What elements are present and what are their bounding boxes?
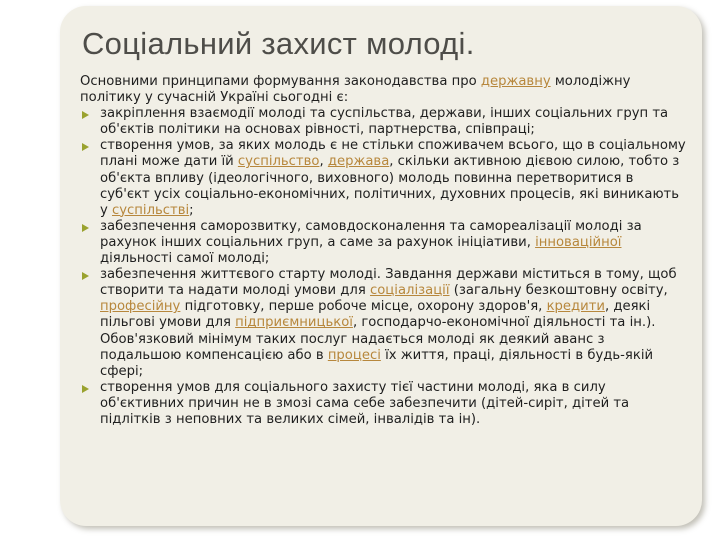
bullet-arrow-icon <box>82 385 88 391</box>
link-держава[interactable]: держава <box>327 154 390 170</box>
text-run: забезпечення саморозвитку, самовдосконалення та самореалізації молоді за рахунок інших соціальних груп, а саме за рахунок ініціативи, <box>100 218 642 250</box>
text-run: їх життя, праці, діяльності в будь-якій сфері; <box>100 347 654 379</box>
text-run: забезпечення життєвого старту молоді. Завдання держави міститься в тому, щоб створити та надати молоді умови для <box>100 267 677 299</box>
slide-panel <box>60 6 702 526</box>
text-run: закріплення взаємодії молоді та суспільства, держави, інших соціальних груп та об'єктів політики на основах рівності, партнерства, співпраці; <box>100 106 669 138</box>
text-run: (загальну безкоштовну освіту, <box>449 283 668 299</box>
text-run: ; <box>189 202 194 218</box>
list-item <box>80 106 686 138</box>
bullet-arrow-icon <box>82 111 88 117</box>
link-процесі[interactable]: процесі <box>327 347 381 363</box>
list-item <box>80 380 686 428</box>
text-run: , <box>319 154 328 170</box>
bullet-arrow-icon <box>82 272 88 278</box>
text-run: створення умов для соціального захисту тієї частини молоді, яка в силу об'єктивних причин не в змозі сама себе забезпечити (дітей-сиріт, дітей та підлітків з неповних та великих сімей, інвалідів та ін). <box>100 379 630 427</box>
link-інноваційної[interactable]: інноваційної <box>535 234 622 250</box>
text-run: , скільки активною дієвою силою, тобто з об'єкта впливу (ідеологічного, виховного) молодь повинна перетворитися в суб'єкт усіх соціально-економічних, політичних, духовних процесів, які виникають у <box>100 154 680 218</box>
text-run: Основними принципами формування законодавства про <box>80 74 481 89</box>
list-item <box>80 267 686 380</box>
bullet-arrow-icon <box>82 143 88 149</box>
slide-content <box>80 74 686 428</box>
intro-paragraph <box>80 74 686 106</box>
bullet-list <box>80 106 686 428</box>
text-run: підготовку, перше робоче місце, охорону здоров'я, <box>180 299 547 315</box>
text-run: діяльності самої молоді; <box>100 251 270 267</box>
link-професійну[interactable]: професійну <box>100 299 181 315</box>
link-кредити[interactable]: кредити <box>546 299 605 315</box>
link-суспільство[interactable]: суспільство <box>237 154 320 170</box>
text-run: , деякі пільгові умови для <box>100 299 651 331</box>
text-run: , господарчо-економічної діяльності та ін.). Обов'язковий мінімум таких послуг надається молоді як деякий аванс з подальшою компенсацією або в <box>100 315 656 363</box>
list-item <box>80 219 686 267</box>
text-run: молодіжну політику у сучасній Україні сьогодні є: <box>80 74 631 106</box>
link-суспільстві[interactable]: суспільстві <box>112 202 190 218</box>
page-title: Соціальний захист молоді. <box>82 26 475 61</box>
text-run: створення умов, за яких молодь є не стільки споживачем всього, що в соціальному плані може дати їй <box>100 138 686 170</box>
link-державну[interactable]: державну <box>480 74 551 89</box>
list-item <box>80 138 686 218</box>
link-підприємницької[interactable]: підприємницької <box>235 315 353 331</box>
bullet-arrow-icon <box>82 224 88 230</box>
link-соціалізації[interactable]: соціалізації <box>369 283 450 299</box>
